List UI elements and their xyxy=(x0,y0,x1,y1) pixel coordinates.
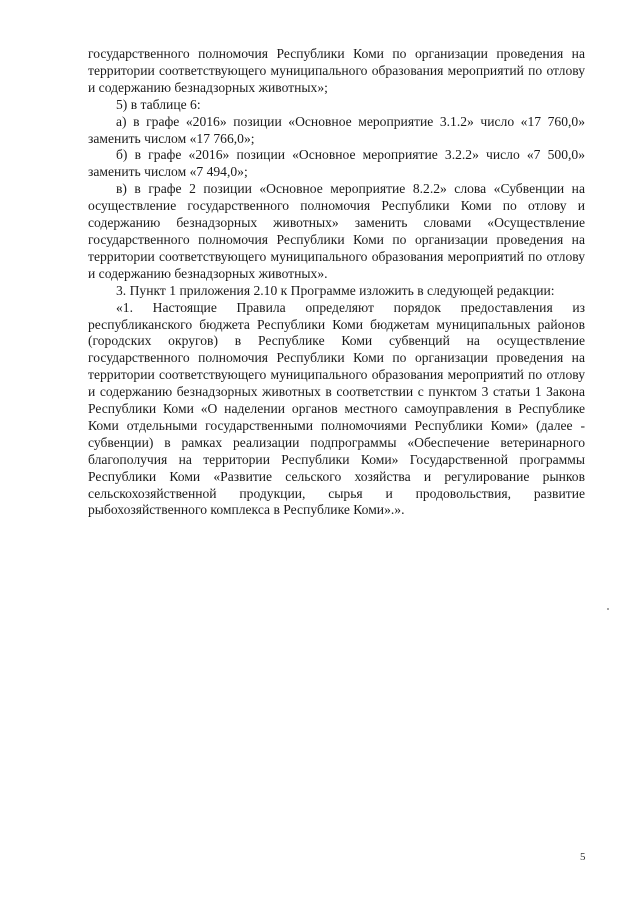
paragraph-item-5: 5) в таблице 6: xyxy=(116,96,201,112)
scan-speck xyxy=(607,608,609,610)
paragraph-item-v: в) в графе 2 позиции «Основное мероприятие 8.2.2» слова «Субвенции на осуществление государственного полномочия Республики Коми по отлову и содержанию безнадзорных животных» заменить словами «Осуществление государственного полномочия Республики Коми по организации проведения на территории соответствующего муниципального образования мероприятий по отлову и содержанию безнадзорных животных». xyxy=(88,181,585,281)
document-body xyxy=(88,46,585,519)
paragraph-item-b: б) в графе «2016» позиции «Основное мероприятие 3.2.2» число «7 500,0» заменить числом «7 494,0»; xyxy=(88,147,585,180)
paragraph-item-a: а) в графе «2016» позиции «Основное мероприятие 3.1.2» число «17 760,0» заменить числом «17 766,0»; xyxy=(88,113,585,146)
page-number: 5 xyxy=(580,851,586,863)
paragraph-point-3: 3. Пункт 1 приложения 2.10 к Программе изложить в следующей редакции: xyxy=(116,282,555,298)
paragraph-continuation: государственного полномочия Республики Коми по организации проведения на территории соответствующего муниципального образования мероприятий по отлову и содержанию безнадзорных животных»; xyxy=(88,46,585,95)
paragraph-rules-1: «1. Настоящие Правила определяют порядок предоставления из республиканского бюджета Республики Коми бюджетам муниципальных районов (городских округов) в Республике Коми субвенций на осуществление государственного полномочия Республики Коми по организации проведения на территории соответствующего муниципального образования мероприятий по отлову и содержанию безнадзорных животных в соответствии с пунктом 3 статьи 1 Закона Республики Коми «О наделении органов местного самоуправления в Республике Коми отдельными государственными полномочиями Республики Коми» (далее - субвенции) в рамках реализации подпрограммы «Обеспечение ветеринарного благополучия на территории Республики Коми» Государственной программы Республики Коми «Развитие сельского хозяйства и регулирование рынков сельскохозяйственной продукции, сырья и продовольствия, развитие рыбохозяйственного комплекса в Республике Коми».». xyxy=(88,299,585,518)
